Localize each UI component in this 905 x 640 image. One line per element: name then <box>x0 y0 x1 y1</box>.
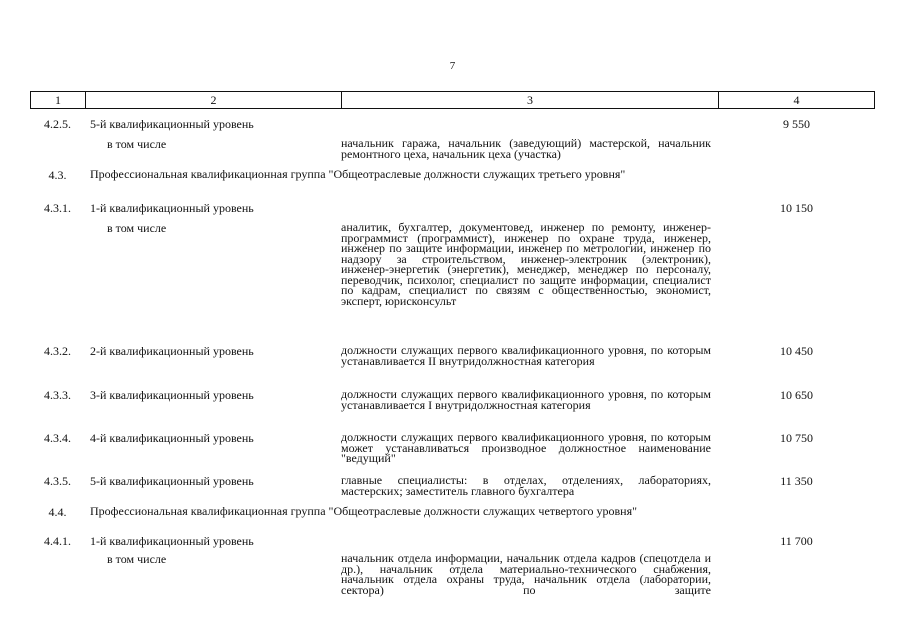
qualification-group-title: Профессиональная квалификационная группа "Общеотраслевые должности служащих третьего уровня" <box>90 167 626 181</box>
salary-amount: 10 750 <box>780 431 813 445</box>
salary-amount: 11 700 <box>780 534 813 548</box>
positions-list: начальник отдела информации, начальник отдела кадров (спецотдела и др.), начальник отдела материально-технического снабжения, начальник отдела охраны труда, начальник отдела (лаборатории, сектора) по защите <box>341 551 711 597</box>
salary-amount: 11 350 <box>780 474 813 488</box>
row-number: 4.3.1. <box>44 201 71 215</box>
header-col-3: 3 <box>527 93 533 107</box>
positions-list: аналитик, бухгалтер, документовед, инженер по ремонту, инженер-программист (программист), инженер по охране труда, инженер, инженер по защите информации, инженер по метрологии, инженер по надзору за строительством, инженер-электроник (электроник), инженер-энергетик (энергетик), менеджер, менеджер по персоналу, переводчик, психолог, специалист по защите информации, специалист по кадрам, специалист по связям с общественностью, экономист, эксперт, юрисконсульт <box>341 220 711 308</box>
page-number: 7 <box>449 60 456 72</box>
salary-amount: 10 150 <box>780 201 813 215</box>
positions-list: главные специалисты: в отделах, отделениях, лабораториях, мастерских; заместитель главного бухгалтера <box>341 473 711 498</box>
row-number: 4.3. <box>48 168 67 182</box>
row-number: 4.3.4. <box>44 431 71 445</box>
including-label: в том числе <box>107 552 167 566</box>
qualification-level: 1-й квалификационный уровень <box>90 534 254 548</box>
row-number: 4.4.1. <box>44 534 71 548</box>
salary-amount: 9 550 <box>783 117 810 131</box>
row-number: 4.4. <box>48 505 67 519</box>
salary-amount: 10 450 <box>780 344 813 358</box>
row-number: 4.2.5. <box>44 117 71 131</box>
salary-amount: 10 650 <box>780 388 813 402</box>
table-header <box>30 91 875 109</box>
header-col-4: 4 <box>793 93 800 107</box>
row-number: 4.3.5. <box>44 474 71 488</box>
header-col-2: 2 <box>210 93 217 107</box>
positions-list: начальник гаража, начальник (заведующий) мастерской, начальник ремонтного цеха, начальник цеха (участка) <box>341 136 711 161</box>
row-number: 4.3.2. <box>44 344 71 358</box>
qualification-level: 5-й квалификационный уровень <box>90 117 254 131</box>
positions-list: должности служащих первого квалификационного уровня, по которым устанавливается I внутридолжностная категория <box>341 387 711 412</box>
qualification-group-title: Профессиональная квалификационная группа "Общеотраслевые должности служащих четвертого уровня" <box>90 504 637 518</box>
qualification-level: 2-й квалификационный уровень <box>90 344 254 358</box>
qualification-level: 1-й квалификационный уровень <box>90 201 254 215</box>
header-col-1: 1 <box>55 93 61 107</box>
row-number: 4.3.3. <box>44 388 71 402</box>
positions-list: должности служащих первого квалификационного уровня, по которым может устанавливаться производное должностное наименование "ведущий" <box>341 430 711 465</box>
qualification-level: 5-й квалификационный уровень <box>90 474 254 488</box>
qualification-level: 3-й квалификационный уровень <box>90 388 254 402</box>
including-label: в том числе <box>107 221 167 235</box>
including-label: в том числе <box>107 137 167 151</box>
qualification-level: 4-й квалификационный уровень <box>90 431 254 445</box>
positions-list: должности служащих первого квалификационного уровня, по которым устанавливается II внутридолжностная категория <box>341 343 711 368</box>
